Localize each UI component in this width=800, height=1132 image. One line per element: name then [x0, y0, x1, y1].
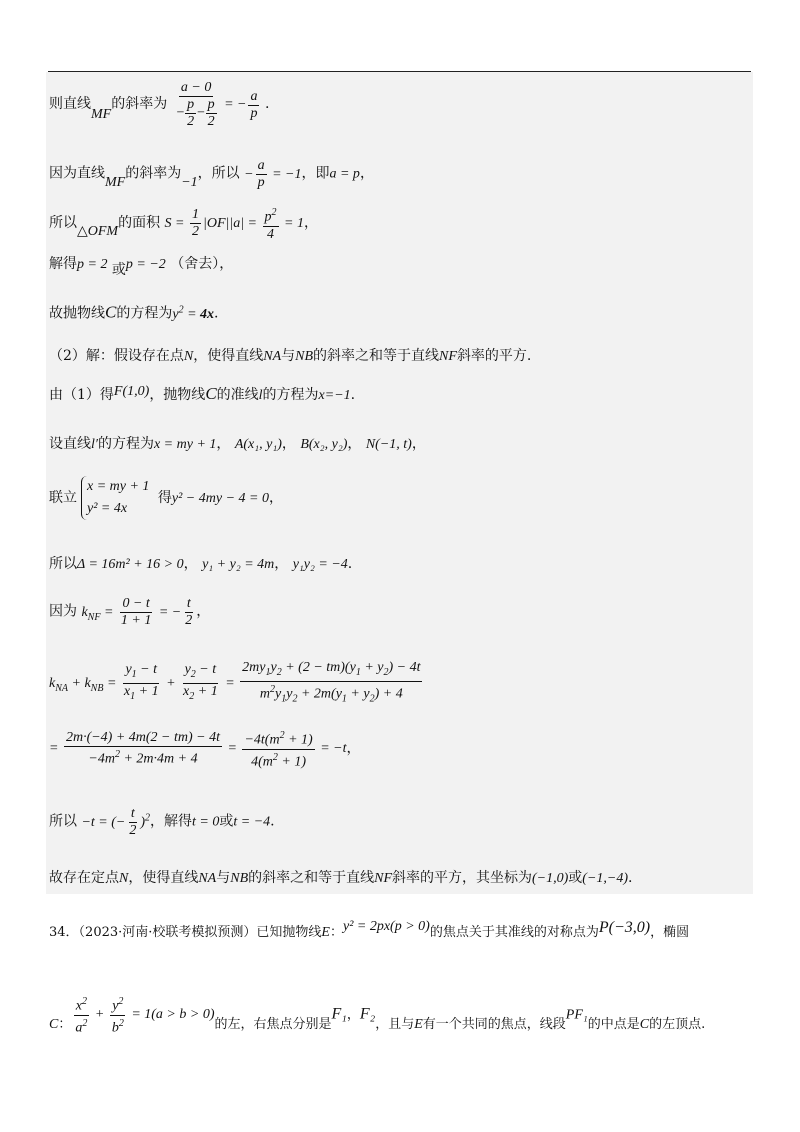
solution-line-8: 设直线l′的方程为x = my + 1， A(x₁, y₁)， B(x₂, y₂)， N(−1, t)，: [49, 436, 426, 452]
text: ，: [196, 603, 211, 620]
text: ，: [411, 436, 426, 452]
system-row-2: y² = 4x: [87, 501, 128, 516]
text: ，解得: [150, 813, 193, 830]
formula-kna-knb: $k_{NA} + k_{NB}$ = $\frac{y_1 - t}{x_1 + 1}$ + $\frac{y_2 - t}{x_2 + 1}$ = $\frac{2my_1y_2 + (2 - tm)(y_1 + y_2) - 4t}{m^2y_1y_2 + 2m(y_1 + y_2) + 4}$: [49, 660, 421, 705]
text: ，所以: [197, 165, 240, 182]
math-inline: y² = 2px(p > 0): [342, 919, 430, 934]
text: 所以: [49, 556, 77, 572]
math-inline: MF: [91, 107, 112, 123]
math-inline: NA: [198, 871, 217, 886]
text: 有一个共同的焦点，线段: [422, 1017, 566, 1033]
math-inline: Δ = 16m² + 16 > 0: [77, 557, 184, 572]
text: 的斜率之和等于直线: [313, 348, 440, 364]
formula-knf: $k_{NF}$ = $\frac{0 - t}{1 + 1}$ = − $\frac{t}{2}$: [81, 596, 193, 628]
solution-line-7: [49, 384, 355, 406]
math-inline: p = 2: [77, 257, 108, 272]
text: .: [628, 870, 633, 886]
text: 的左，右焦点分别是: [214, 1017, 332, 1033]
text: ，: [303, 215, 318, 232]
text: ，: [346, 1007, 360, 1023]
system-row-1: x = my + 1: [87, 479, 150, 494]
text: 斜率的平方，其坐标为: [392, 870, 533, 886]
text: 的面积: [118, 215, 161, 232]
math-inline: F₂: [359, 1005, 376, 1023]
math-inline: B(x₂, y₂): [300, 437, 348, 452]
text: ：: [58, 1017, 72, 1033]
math-inline: NB: [230, 871, 249, 886]
math-inline: x=−1: [318, 388, 351, 403]
solution-line-9: [49, 476, 283, 520]
text: ，: [359, 165, 374, 182]
math-inline: F(1,0): [113, 384, 150, 399]
equation-system: [81, 476, 149, 520]
text: 由（1）得: [49, 387, 114, 403]
math-inline: C: [205, 384, 217, 403]
text: 因为: [49, 603, 77, 620]
text: .: [264, 96, 270, 113]
solution-line-6: [49, 346, 531, 367]
solution-line-15: [49, 868, 632, 889]
text: 的方程为: [116, 305, 173, 322]
text: 则直线: [49, 96, 91, 113]
text: 或: [111, 262, 126, 278]
text: ，椭圆: [650, 925, 690, 940]
text: 的斜率为: [125, 165, 182, 182]
text: （2）解：假设存在点: [49, 348, 184, 364]
formula-neg-a-over-p: − $\frac{a}{p}$ = −1: [244, 158, 302, 190]
math-inline: NF: [374, 871, 393, 886]
solution-line-10: 所以Δ = 16m² + 16 > 0， y₁ + y₂ = 4m， y₁y₂ = −4.: [49, 556, 353, 572]
text: 的焦点关于其准线的对称点为: [429, 925, 599, 940]
text: 解得: [49, 256, 77, 272]
math-inline: l′: [91, 437, 98, 452]
solution-line-5: [49, 300, 218, 325]
solution-line-3: [49, 205, 318, 243]
math-inline: E: [414, 1017, 423, 1033]
text: 与: [216, 870, 231, 886]
math-inline: (−1,0): [532, 871, 569, 886]
math-inline: C: [105, 302, 117, 322]
text: 所以: [49, 215, 77, 232]
text: ：: [329, 925, 343, 940]
solution-line-1: [49, 80, 269, 130]
text: 与: [281, 348, 296, 364]
text: 或: [219, 813, 234, 830]
math-inline: x = my + 1: [153, 437, 217, 452]
text: ，抛物线: [149, 387, 206, 403]
text: .: [270, 813, 275, 830]
formula-simplify: = $\frac{2m\cdot(-4) + 4m(2 - tm) - 4t}{-4m^2 + 2m\cdot 4m + 4}$ = $\frac{-4t(m^2 + 1)}{4(m^2 + 1)}$ = −t: [49, 730, 347, 770]
text: 的斜率之和等于直线: [248, 870, 375, 886]
text: 的准线: [216, 387, 259, 403]
math-inline: y₁y₂ = −4: [292, 557, 348, 572]
text: ，即: [301, 165, 330, 182]
math-inline: N(−1, t): [365, 437, 412, 452]
solution-line-4: [49, 254, 234, 278]
math-inline: MF: [105, 174, 126, 190]
math-inline: PF₁: [565, 1007, 588, 1023]
math-inline: NF: [439, 349, 457, 364]
text: ，使得直线: [193, 348, 264, 364]
math-inline: y₁ + y₂ = 4m: [202, 557, 275, 572]
math-inline: a = p: [329, 166, 360, 182]
solution-line-12: [49, 660, 424, 707]
solution-line-14: [49, 806, 275, 839]
text: 故存在定点: [49, 870, 119, 886]
question-header: 34．（2023·河南·校联考模拟预测）已知抛物线: [49, 925, 322, 940]
text: 的左顶点.: [649, 1017, 706, 1033]
text: ，使得直线: [128, 870, 199, 886]
solution-line-13: [49, 728, 360, 770]
math-inline: p = −2: [125, 257, 166, 272]
math-inline: P(−3,0): [598, 919, 651, 936]
formula-ellipse: $\frac{x^2}{a^2}$ + $\frac{y^2}{b^2}$ = 1(a > b > 0): [75, 996, 215, 1036]
math-inline: t = 0: [192, 814, 220, 830]
math-inline: C: [49, 1017, 59, 1033]
math-inline: △OFM: [77, 224, 119, 240]
formula-slope-mf: a − 0 − $\frac{p}{2}$ − $\frac{p}{2}$ = − $\frac{a}{p}$: [175, 80, 258, 129]
text: ，: [268, 490, 283, 506]
math-inline: F₁: [331, 1005, 347, 1023]
formula-parabola: $y^2 = 4x$: [172, 304, 215, 322]
formula-t-equation: −t = (− $\frac{t}{2}$ )$^2$: [81, 806, 151, 838]
math-inline: NB: [295, 349, 314, 364]
math-inline: −1: [181, 174, 198, 190]
text: 所以: [49, 813, 77, 830]
solution-line-11: [49, 596, 210, 629]
solution-line-2: [49, 158, 374, 191]
question-34-line-2: [49, 994, 705, 1036]
text: 或: [568, 870, 583, 886]
text: 的中点是: [587, 1017, 640, 1033]
text: 设直线: [49, 436, 91, 452]
text: 联立: [49, 490, 77, 506]
math-inline: C: [639, 1017, 650, 1033]
text: 斜率的平方.: [456, 348, 532, 364]
math-inline: y² − 4my − 4 = 0: [171, 491, 269, 506]
text: .: [214, 305, 219, 322]
text: 得: [157, 490, 172, 506]
text: （舍去），: [170, 256, 234, 272]
math-inline: N: [183, 349, 194, 364]
math-inline: N: [119, 871, 129, 886]
text: .: [350, 387, 356, 403]
text: 的斜率为: [111, 96, 168, 113]
question-34-line-1: [49, 919, 690, 943]
text: 的方程为: [262, 387, 319, 403]
math-inline: t = −4: [233, 814, 271, 830]
text: 因为直线: [49, 165, 105, 182]
math-inline: A(x₁, y₁): [234, 437, 282, 452]
formula-area: S = $\frac{1}{2}$ |OF||a| = $\frac{p^2}{4}$ = 1: [164, 207, 304, 242]
math-inline: l: [258, 388, 263, 403]
math-inline: NA: [263, 349, 282, 364]
text: 的方程为: [97, 436, 154, 452]
math-inline: (−1,−4): [582, 871, 629, 886]
math-inline: E: [321, 925, 330, 940]
text: ，且与: [375, 1017, 415, 1033]
text: .: [347, 556, 353, 572]
text: 故抛物线: [49, 305, 105, 322]
text: ，: [346, 740, 361, 757]
